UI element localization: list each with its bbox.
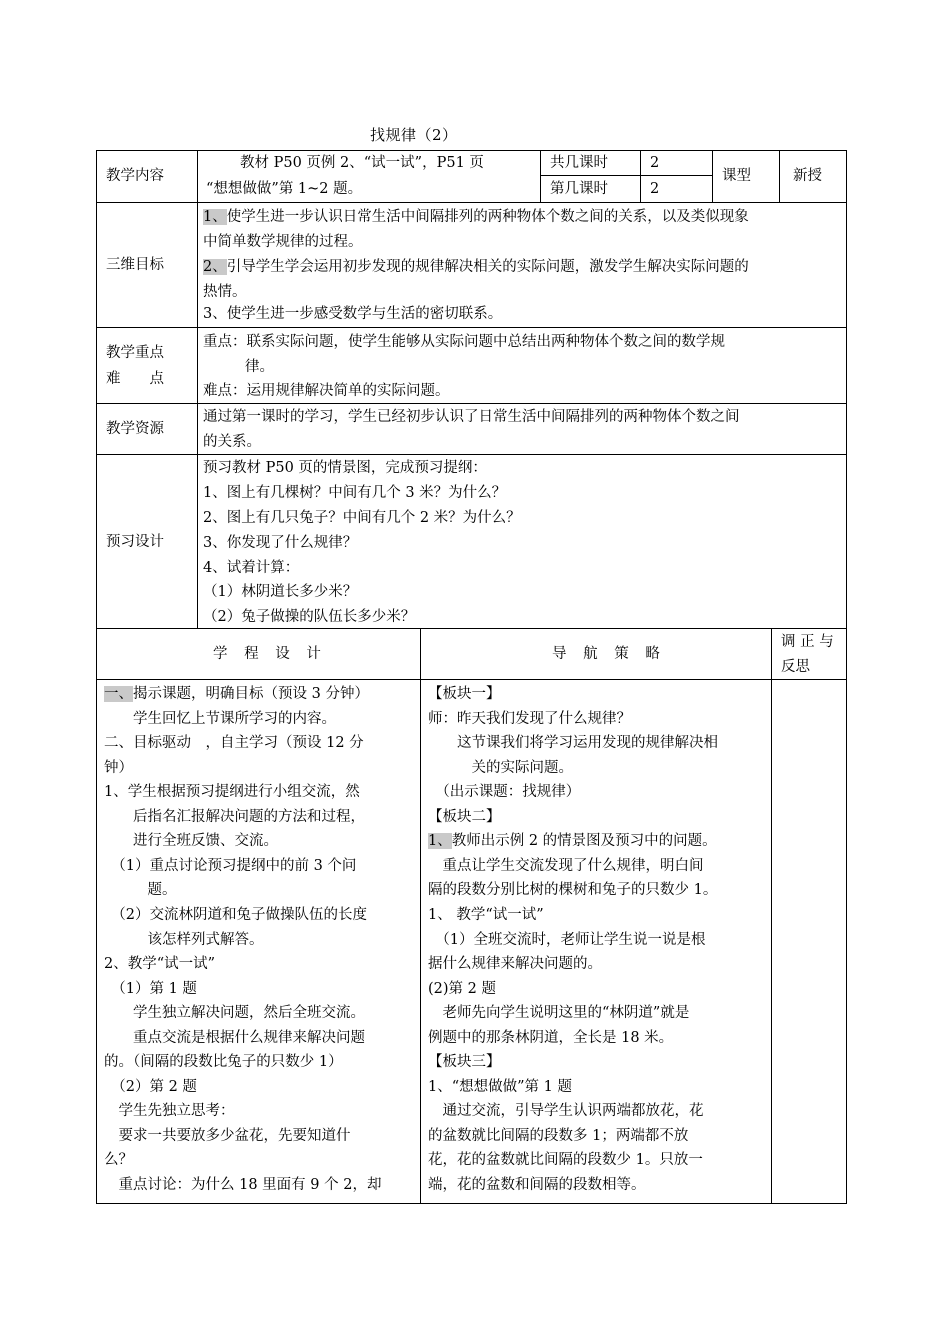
process-line-text: 么？ xyxy=(104,1152,133,1169)
process-line-text: 钟） xyxy=(104,759,133,776)
resources-text-cont: 的关系。 xyxy=(203,434,261,450)
table-border-left xyxy=(96,150,97,1204)
type-value: 新授 xyxy=(793,168,822,184)
preview-line: （2）兔子做操的队伍长多少米？ xyxy=(203,609,416,625)
process-line xyxy=(428,1001,689,1025)
process-line xyxy=(428,829,717,853)
process-line xyxy=(428,928,705,952)
process-line xyxy=(104,805,365,829)
goal-number: 1、 xyxy=(203,209,227,225)
period-label: 第几课时 xyxy=(550,181,608,197)
process-line xyxy=(428,731,718,755)
process-line-text: 重点讨论：为什么 18 里面有 9 个 2，却 xyxy=(104,1177,382,1193)
preview-line: 3、你发现了什么规律？ xyxy=(203,535,358,551)
process-line-text: 该怎样列式解答。 xyxy=(104,931,264,948)
page-title: 找规律（2） xyxy=(370,126,458,144)
process-line xyxy=(104,756,133,780)
process-line xyxy=(428,1173,646,1197)
process-line xyxy=(428,805,501,829)
process-line-text: 花，花的盆数就比间隔的段数少 1。只放一 xyxy=(428,1152,703,1169)
section-number: 一、 xyxy=(104,686,133,702)
row-divider xyxy=(96,679,847,680)
process-line xyxy=(104,1124,351,1148)
preview-line: （1）林阴道长多少米？ xyxy=(203,584,358,600)
process-line xyxy=(428,977,496,1001)
process-design-header: 学 程 设 计 xyxy=(213,646,327,662)
process-line-text: 【板块三】 xyxy=(428,1054,501,1071)
process-line xyxy=(428,903,544,927)
process-line-text: 的盆数就比间隔的段数多 1；两端都不放 xyxy=(428,1127,689,1144)
process-line xyxy=(428,707,631,731)
process-line xyxy=(428,1050,501,1074)
process-line xyxy=(428,1124,688,1148)
process-line xyxy=(428,1026,673,1050)
process-line-text: 揭示课题，明确目标（预设 3 分钟） xyxy=(133,686,369,702)
process-line-text: （2）交流林阴道和兔子做操队伍的长度 xyxy=(104,906,367,923)
process-line-text: 1、学生根据预习提纲进行小组交流，然 xyxy=(104,784,360,801)
process-line-text: （2）第 2 题 xyxy=(104,1078,197,1095)
process-line xyxy=(104,682,369,706)
process-line-text: 1、 教学“试一试” xyxy=(428,906,544,923)
preview-label: 预习设计 xyxy=(106,534,164,550)
process-line xyxy=(428,878,717,902)
process-line-text: 题。 xyxy=(104,882,177,899)
process-line xyxy=(104,731,364,755)
content-text-line1: 教材 P50 页例 2、“试一试”，P51 页 xyxy=(240,155,484,171)
row-divider xyxy=(540,175,713,176)
col-divider xyxy=(640,150,641,203)
content-text-line2: “想想做做”第 1~2 题。 xyxy=(206,181,363,197)
process-line xyxy=(104,707,336,731)
key-point-text: 重点：联系实际问题，使学生能够从实际问题中总结出两种物体个数之间的数学规 xyxy=(203,334,725,350)
preview-line: 1、图上有几棵树？中间有几个 3 米？为什么？ xyxy=(203,485,507,501)
process-line xyxy=(104,1001,365,1025)
process-line-text: 进行全班反馈、交流。 xyxy=(104,833,278,850)
reflection-header: 调 正 与 xyxy=(781,634,834,650)
process-line-text: 师：昨天我们发现了什么规律？ xyxy=(428,710,631,727)
process-line-text: 端，花的盆数和间隔的段数相等。 xyxy=(428,1177,646,1193)
key-point-text-cont: 律。 xyxy=(245,359,274,375)
period-value: 2 xyxy=(650,181,660,197)
goals-label: 三维目标 xyxy=(106,257,164,273)
process-line-text: 二、目标驱动 ，自主学习（预设 12 分 xyxy=(104,735,364,752)
row-divider xyxy=(96,454,847,455)
goal-number: 2、 xyxy=(203,259,227,275)
process-line-text: 重点让学生交流发现了什么规律，明白间 xyxy=(428,857,704,874)
process-line xyxy=(104,1050,343,1074)
process-line-text: 1、“想想做做”第 1 题 xyxy=(428,1078,572,1095)
process-line xyxy=(104,928,264,952)
difficulty-text: 难点：运用规律解决简单的实际问题。 xyxy=(203,383,450,399)
process-line xyxy=(104,903,367,927)
col-divider xyxy=(771,628,772,1204)
process-line xyxy=(104,878,177,902)
process-line xyxy=(104,1026,365,1050)
preview-line: 4、试着计算： xyxy=(203,560,300,576)
col-divider xyxy=(197,150,198,629)
process-line-text: (2)第 2 题 xyxy=(428,980,496,997)
process-line xyxy=(104,829,278,853)
process-line xyxy=(104,1075,197,1099)
process-line-text: 隔的段数分别比树的棵树和兔子的只数少 1。 xyxy=(428,882,718,899)
total-periods-value: 2 xyxy=(650,155,660,171)
col-divider xyxy=(540,150,541,203)
process-line-text: （1）全班交流时，老师让学生说一说是根 xyxy=(428,931,706,948)
process-line xyxy=(428,682,501,706)
total-periods-label: 共几课时 xyxy=(550,155,608,171)
process-line xyxy=(104,1173,381,1197)
keypoints-label: 教学重点 xyxy=(106,345,164,361)
difficulty-label: 难 点 xyxy=(106,371,164,387)
process-line-text: 要求一共要放多少盆花，先要知道什 xyxy=(104,1127,351,1144)
process-line xyxy=(104,780,360,804)
process-line-text: 重点交流是根据什么规律来解决问题 xyxy=(104,1029,365,1046)
row-divider xyxy=(96,327,847,328)
resources-text: 通过第一课时的学习，学生已经初步认识了日常生活中间隔排列的两种物体个数之间 xyxy=(203,409,740,425)
process-line-text: 关的实际问题。 xyxy=(428,759,573,776)
resources-label: 教学资源 xyxy=(106,421,164,437)
process-line-text: 例题中的那条林阴道，全长是 18 米。 xyxy=(428,1029,674,1046)
process-line xyxy=(428,1075,572,1099)
process-line xyxy=(104,977,197,1001)
goal-line: 3、使学生进一步感受数学与生活的密切联系。 xyxy=(203,306,503,322)
navigation-strategy-header: 导 航 策 略 xyxy=(552,646,666,662)
goal-line: 中简单数学规律的过程。 xyxy=(203,234,363,250)
process-line-text: （出示课题：找规律） xyxy=(428,784,581,801)
process-line xyxy=(104,952,215,976)
preview-line: 2、图上有几只兔子？中间有几个 2 米？为什么？ xyxy=(203,510,521,526)
col-divider xyxy=(779,150,780,203)
row-divider xyxy=(96,403,847,404)
process-line-text: 这节课我们将学习运用发现的规律解决相 xyxy=(428,735,718,752)
process-line xyxy=(104,1148,133,1172)
col-divider xyxy=(712,150,713,203)
col-divider xyxy=(420,628,421,1204)
process-line-text: 据什么规律来解决问题的。 xyxy=(428,956,602,973)
process-line xyxy=(428,780,580,804)
process-line-text: 教师出示例 2 的情景图及预习中的问题。 xyxy=(451,833,717,850)
process-line-text: 学生回忆上节课所学习的内容。 xyxy=(104,710,336,727)
row-divider xyxy=(96,202,847,203)
process-line-text: 【板块一】 xyxy=(428,686,501,702)
goal-line: 1、使学生进一步认识日常生活中间隔排列的两种物体个数之间的关系，以及类似现象 xyxy=(203,209,749,225)
table-border-bottom xyxy=(96,1203,847,1204)
process-line-text: （1）第 1 题 xyxy=(104,980,197,997)
process-line-text: 【板块二】 xyxy=(428,808,501,825)
process-line xyxy=(104,1099,235,1123)
process-line-text: 的。（间隔的段数比兔子的只数少 1） xyxy=(104,1054,343,1071)
process-line xyxy=(104,854,356,878)
content-label: 教学内容 xyxy=(106,168,164,184)
goal-line: 热情。 xyxy=(203,284,247,300)
process-line xyxy=(428,854,704,878)
process-line-text: 通过交流，引导学生认识两端都放花，花 xyxy=(428,1103,704,1120)
type-label: 课型 xyxy=(722,168,751,184)
process-line xyxy=(428,1148,703,1172)
process-line-text: 学生先独立思考： xyxy=(104,1103,235,1120)
process-line-text: 老师先向学生说明这里的“林阴道”就是 xyxy=(428,1005,690,1022)
section-number: 1、 xyxy=(428,833,452,850)
process-line-text: （1）重点讨论预习提纲中的前 3 个问 xyxy=(104,857,357,874)
process-line xyxy=(428,756,573,780)
process-line-text: 学生独立解决问题，然后全班交流。 xyxy=(104,1005,365,1022)
table-border-right xyxy=(846,150,847,1204)
process-line-text: 后指名汇报解决问题的方法和过程， xyxy=(104,808,365,825)
goal-line: 2、引导学生学会运用初步发现的规律解决相关的实际问题，激发学生解决实际问题的 xyxy=(203,259,749,275)
process-line xyxy=(428,1099,704,1123)
process-line-text: 2、教学“试一试” xyxy=(104,956,216,973)
preview-line: 预习教材 P50 页的情景图，完成预习提纲： xyxy=(203,460,487,476)
process-line xyxy=(428,952,602,976)
reflection-header-cont: 反思 xyxy=(781,659,810,675)
